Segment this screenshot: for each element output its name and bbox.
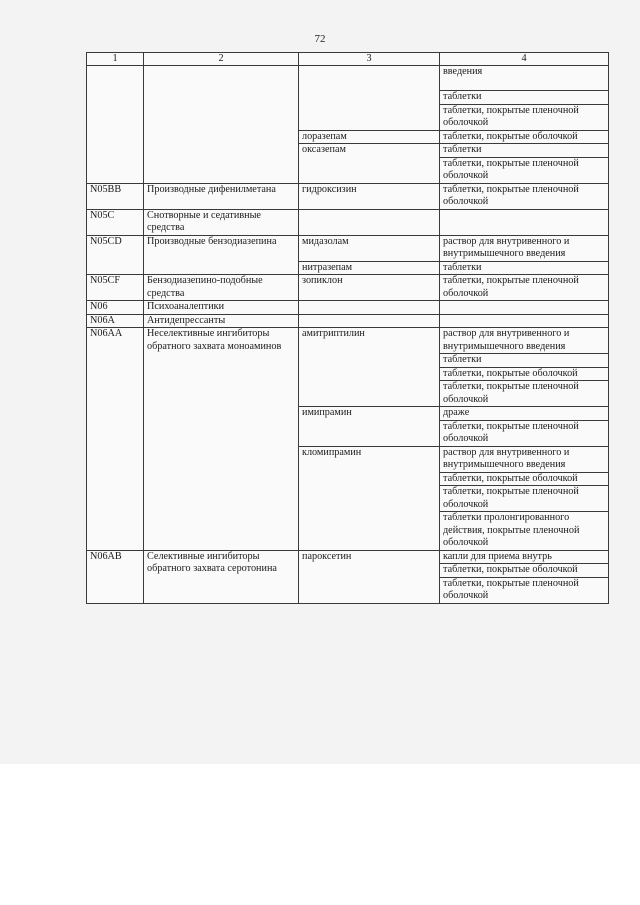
dosage-form-cell: таблетки bbox=[440, 354, 609, 368]
dosage-form-cell: таблетки, покрытые оболочкой bbox=[440, 472, 609, 486]
group-name-cell: Бензодиазепино-подобные средства bbox=[144, 275, 299, 301]
table-row bbox=[87, 328, 609, 354]
table-row bbox=[87, 209, 609, 235]
dosage-form-cell bbox=[440, 209, 609, 235]
group-name-cell: Снотворные и седативные средства bbox=[144, 209, 299, 235]
atc-code-cell: N06AA bbox=[87, 328, 144, 551]
table-row bbox=[87, 275, 609, 301]
dosage-form-cell bbox=[440, 301, 609, 315]
drug-name-cell: оксазепам bbox=[299, 144, 440, 184]
atc-code-cell: N05C bbox=[87, 209, 144, 235]
dosage-form-cell: таблетки bbox=[440, 91, 609, 105]
group-name-cell: Психоаналептики bbox=[144, 301, 299, 315]
dosage-form-cell: таблетки, покрытые пленочной оболочкой bbox=[440, 104, 609, 130]
table-row bbox=[87, 314, 609, 328]
table-row bbox=[87, 301, 609, 315]
dosage-form-cell: раствор для внутривенного и внутримышечного введения bbox=[440, 235, 609, 261]
group-name-cell: Производные дифенилметана bbox=[144, 183, 299, 209]
drug-name-cell bbox=[299, 301, 440, 315]
table-row bbox=[87, 66, 609, 91]
drug-name-cell: имипрамин bbox=[299, 407, 440, 447]
dosage-form-cell: таблетки, покрытые пленочной оболочкой bbox=[440, 381, 609, 407]
dosage-form-cell: таблетки, покрытые пленочной оболочкой bbox=[440, 183, 609, 209]
group-name-cell: Неселективные ингибиторы обратного захвата моноаминов bbox=[144, 328, 299, 551]
header-col-1: 1 bbox=[87, 53, 144, 66]
header-row bbox=[87, 53, 609, 66]
table-row bbox=[87, 550, 609, 564]
dosage-form-cell: таблетки, покрытые пленочной оболочкой bbox=[440, 577, 609, 603]
dosage-form-cell: капли для приема внутрь bbox=[440, 550, 609, 564]
dosage-form-cell: таблетки, покрытые пленочной оболочкой bbox=[440, 275, 609, 301]
drug-name-cell: гидроксизин bbox=[299, 183, 440, 209]
atc-code-cell: N05CF bbox=[87, 275, 144, 301]
drug-name-cell: лоразепам bbox=[299, 130, 440, 144]
group-name-cell: Антидепрессанты bbox=[144, 314, 299, 328]
medication-table bbox=[86, 52, 609, 604]
drug-name-cell: нитразепам bbox=[299, 261, 440, 275]
drug-name-cell bbox=[299, 314, 440, 328]
dosage-form-cell: таблетки, покрытые пленочной оболочкой bbox=[440, 420, 609, 446]
dosage-form-cell: таблетки, покрытые оболочкой bbox=[440, 130, 609, 144]
header-col-4: 4 bbox=[440, 53, 609, 66]
atc-code-cell bbox=[87, 66, 144, 184]
drug-name-cell: зопиклон bbox=[299, 275, 440, 301]
dosage-form-cell: таблетки, покрытые оболочкой bbox=[440, 564, 609, 578]
header-col-3: 3 bbox=[299, 53, 440, 66]
dosage-form-cell: драже bbox=[440, 407, 609, 421]
table-row bbox=[87, 183, 609, 209]
dosage-form-cell: введения bbox=[440, 66, 609, 91]
dosage-form-cell: раствор для внутривенного и внутримышечного введения bbox=[440, 446, 609, 472]
group-name-cell bbox=[144, 66, 299, 184]
group-name-cell: Селективные ингибиторы обратного захвата серотонина bbox=[144, 550, 299, 603]
dosage-form-cell: таблетки bbox=[440, 144, 609, 158]
drug-name-cell: кломипрамин bbox=[299, 446, 440, 550]
drug-name-cell bbox=[299, 66, 440, 131]
dosage-form-cell: таблетки, покрытые оболочкой bbox=[440, 367, 609, 381]
dosage-form-cell: раствор для внутривенного и внутримышечного введения bbox=[440, 328, 609, 354]
group-name-cell: Производные бензодиазепина bbox=[144, 235, 299, 275]
drug-name-cell: мидазолам bbox=[299, 235, 440, 261]
dosage-form-cell: таблетки пролонгированного действия, покрытые пленочной оболочкой bbox=[440, 512, 609, 551]
dosage-form-cell: таблетки bbox=[440, 261, 609, 275]
dosage-form-cell: таблетки, покрытые пленочной оболочкой bbox=[440, 486, 609, 512]
drug-name-cell bbox=[299, 209, 440, 235]
drug-name-cell: амитриптилин bbox=[299, 328, 440, 407]
dosage-form-cell: таблетки, покрытые пленочной оболочкой bbox=[440, 157, 609, 183]
atc-code-cell: N06 bbox=[87, 301, 144, 315]
dosage-form-cell bbox=[440, 314, 609, 328]
atc-code-cell: N05BB bbox=[87, 183, 144, 209]
atc-code-cell: N06A bbox=[87, 314, 144, 328]
page-number: 72 bbox=[314, 33, 326, 45]
atc-code-cell: N05CD bbox=[87, 235, 144, 275]
drug-name-cell: пароксетин bbox=[299, 550, 440, 603]
atc-code-cell: N06AB bbox=[87, 550, 144, 603]
header-col-2: 2 bbox=[144, 53, 299, 66]
table-row bbox=[87, 235, 609, 261]
